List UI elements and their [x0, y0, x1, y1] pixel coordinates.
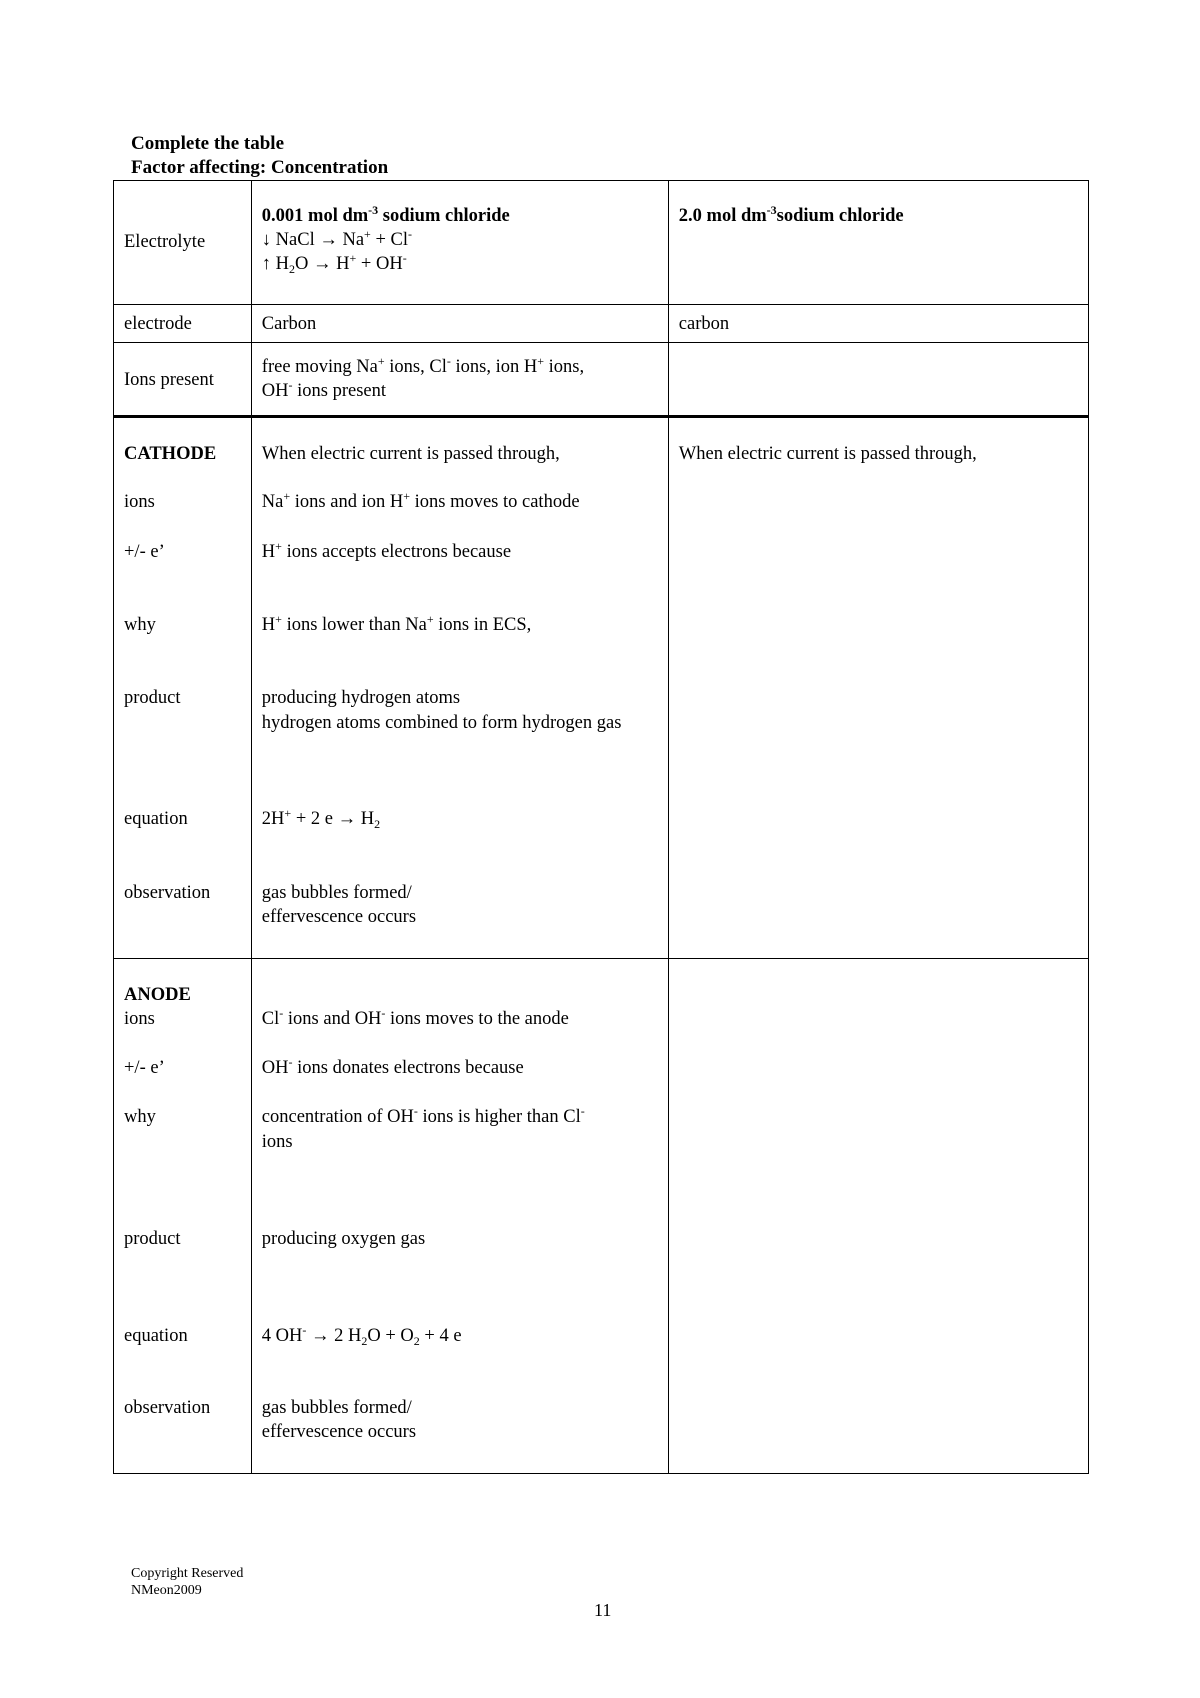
heading-line-2: Factor affecting: Concentration [131, 157, 389, 178]
cathode-label-observation: observation [124, 883, 211, 903]
anode-label-observation: observation [124, 1398, 211, 1418]
col1-title: 0.001 mol $dm^{-3}$ sodium chloride [261, 203, 510, 226]
electrolyte-label-cell [114, 181, 252, 305]
table-row-cathode [114, 417, 1089, 959]
cathode-col2-intro: When electric current is passed through, [678, 444, 977, 464]
anode-electrons: OH- ions donates electrons because [261, 1055, 524, 1078]
electrolyte-col1-cell [251, 181, 668, 305]
anode-product: producing oxygen gas [261, 1229, 426, 1249]
anode-label-why: why [124, 1107, 156, 1127]
cathode-title: CATHODE [124, 444, 217, 464]
anode-ions: Cl- ions and OH- ions moves to the anode [261, 1006, 569, 1029]
footer-copyright: Copyright Reserved [131, 1566, 244, 1581]
cathode-observation-2: effervescence occurs [261, 907, 417, 927]
cathode-product-2: hydrogen atoms combined to form hydrogen gas [261, 713, 622, 733]
dissociation-equation-water: ↑ $H_2O \to H^+ + OH^-$ [261, 251, 407, 276]
anode-label-electrons: +/- e’ [124, 1058, 165, 1078]
anode-why-2: ions [261, 1132, 293, 1152]
electrolysis-table [113, 180, 1089, 1474]
cathode-electrons: H+ ions accepts electrons because [261, 539, 512, 562]
anode-observation-1: gas bubbles formed/ [261, 1398, 412, 1418]
cathode-label-equation: equation [124, 809, 188, 829]
ions-present-col1: free moving Na+ ions, Cl- ions, ion H+ ions, OH- ions present [261, 354, 585, 401]
cathode-observation-1: gas bubbles formed/ [261, 883, 412, 903]
electrode-col2: carbon [678, 314, 730, 334]
footer-author: NMeon2009 [131, 1583, 202, 1598]
cathode-ions: Na+ ions and ion H+ ions moves to cathode [261, 489, 580, 512]
electrolyte-label: Electrolyte [124, 232, 206, 252]
anode-equation: 4 OH- → 2 $H_2O + O_2 + 4$ e [261, 1323, 462, 1348]
cathode-label-product: product [124, 688, 181, 708]
ions-present-label: Ions present [124, 370, 214, 390]
page-number: 11 [594, 1600, 612, 1620]
anode-label-product: product [124, 1229, 181, 1249]
table-row-ions-present [114, 343, 1089, 417]
cathode-equation: 2H+ + 2 $e \to H_2$ [261, 806, 381, 831]
page-heading [131, 132, 388, 180]
cathode-intro: When electric current is passed through, [261, 444, 560, 464]
arrow-up-icon: ↑ [261, 254, 272, 274]
cathode-label-why: why [124, 615, 156, 635]
electrolyte-col2-cell [668, 181, 1088, 305]
col2-title: 2.0 mol $dm^{-3}sodium$ chloride [678, 203, 904, 226]
anode-why: concentration of OH- ions is higher than Cl- [261, 1104, 585, 1127]
footer [131, 1565, 243, 1599]
cathode-product-1: producing hydrogen atoms [261, 688, 461, 708]
electrode-label: electrode [124, 314, 192, 334]
dissociation-equation-nacl: ↓ NaCl → Na+ + Cl- [261, 227, 412, 250]
electrode-col1: Carbon [261, 314, 317, 334]
arrow-down-icon: ↓ [261, 230, 272, 250]
anode-observation-2: effervescence occurs [261, 1422, 417, 1442]
table-row-electrode [114, 305, 1089, 343]
cathode-label-electrons: +/- e’ [124, 542, 165, 562]
heading-line-1: Complete the table [131, 133, 285, 154]
anode-label-equation: equation [124, 1326, 188, 1346]
anode-title: ANODE [124, 985, 191, 1005]
table-row-electrolyte [114, 181, 1089, 305]
cathode-why: H+ ions lower than Na+ ions in ECS, [261, 612, 532, 635]
cathode-label-ions: ions [124, 492, 155, 512]
table-row-anode [114, 959, 1089, 1474]
anode-label-ions: ions [124, 1009, 155, 1029]
